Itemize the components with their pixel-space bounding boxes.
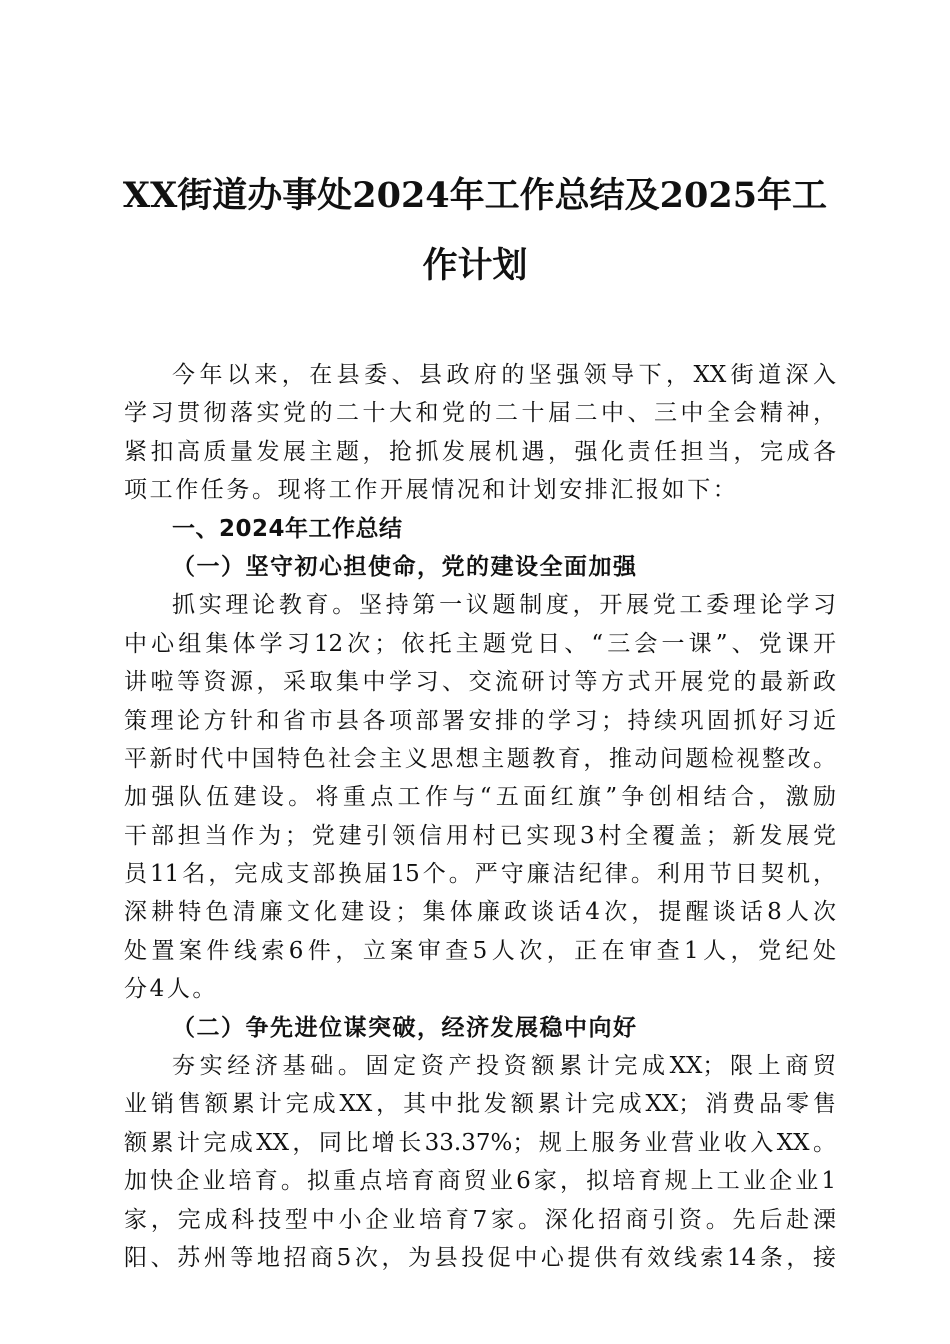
paragraph-line: 额累计完成XX，同比增长33.37%；规上服务业营业收入XX。 bbox=[124, 1129, 836, 1156]
paragraph-line: 中心组集体学习12次；依托主题党日、“三会一课”、党课开 bbox=[124, 630, 836, 657]
paragraph-line: 业销售额累计完成XX，其中批发额累计完成XX；消费品零售 bbox=[124, 1091, 836, 1118]
paragraph-line: 讲啦等资源，采取集中学习、交流研讨等方式开展党的最新政 bbox=[124, 669, 836, 696]
paragraph-line: 阳、苏州等地招商5次，为县投促中心提供有效线索14条，接 bbox=[124, 1244, 836, 1271]
paragraph-line: 干部担当作为；党建引领信用村已实现3村全覆盖；新发展党 bbox=[124, 822, 836, 849]
paragraph-line: 员11名，完成支部换届15个。严守廉洁纪律。利用节日契机， bbox=[124, 861, 836, 888]
document-title-line-1: XX街道办事处2024年工作总结及2025年工 bbox=[122, 175, 828, 216]
paragraph-line: 处置案件线索6件，立案审查5人次，正在审查1人，党纪处 bbox=[124, 937, 836, 964]
paragraph-line: 夯实经济基础。固定资产投资额累计完成XX；限上商贸 bbox=[172, 1053, 836, 1080]
section-heading: 一、2024年工作总结 bbox=[172, 515, 403, 542]
subsection-heading: （一）坚守初心担使命，党的建设全面加强 bbox=[172, 552, 638, 580]
paragraph-line: 项工作任务。现将工作开展情况和计划安排汇报如下： bbox=[124, 477, 739, 504]
document-title-line-2: 作计划 bbox=[422, 245, 528, 286]
paragraph-line: 策理论方针和省市县各项部署安排的学习；持续巩固抓好习近 bbox=[124, 707, 836, 734]
paragraph-line: 平新时代中国特色社会主义思想主题教育，推动问题检视整改。 bbox=[124, 745, 836, 772]
paragraph-line: 加强队伍建设。将重点工作与“五面红旗”争创相结合，激励 bbox=[124, 784, 836, 811]
document-body bbox=[124, 356, 836, 1277]
subsection-heading: （二）争先进位谋突破，经济发展稳中向好 bbox=[172, 1013, 638, 1041]
paragraph-line: 家，完成科技型中小企业培育7家。深化招商引资。先后赴溧 bbox=[124, 1206, 836, 1233]
paragraph-line: 学习贯彻落实党的二十大和党的二十届二中、三中全会精神， bbox=[124, 400, 836, 427]
paragraph-line: 分4人。 bbox=[124, 976, 219, 1003]
paragraph-line: 紧扣高质量发展主题，抢抓发展机遇，强化责任担当，完成各 bbox=[124, 438, 836, 465]
paragraph-line: 深耕特色清廉文化建设；集体廉政谈话4次，提醒谈话8人次 bbox=[124, 899, 836, 926]
paragraph-line: 抓实理论教育。坚持第一议题制度，开展党工委理论学习 bbox=[172, 592, 836, 619]
paragraph-line: 加快企业培育。拟重点培育商贸业6家，拟培育规上工业企业1 bbox=[124, 1168, 836, 1195]
paragraph-line: 今年以来，在县委、县政府的坚强领导下，XX街道深入 bbox=[172, 362, 836, 388]
